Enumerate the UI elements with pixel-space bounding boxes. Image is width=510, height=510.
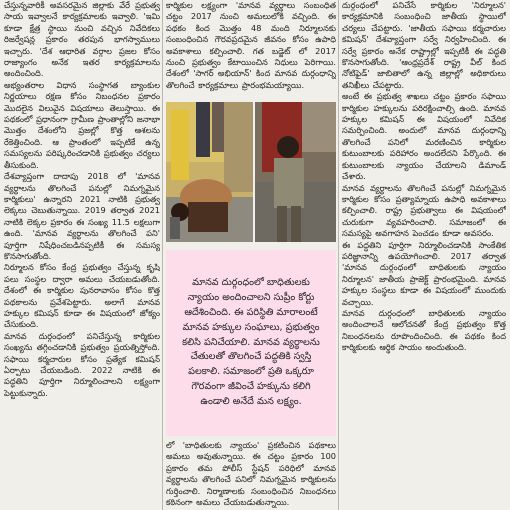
article-column-right <box>342 0 506 510</box>
article-column-left <box>4 0 160 510</box>
paragraph: లో 'బాధితులకు న్యాయం' ప్రకటించిన పథకాలు అమలు అవుతున్నాయి. ఈ చట్టం ప్రకారం 100 ప్రకారం తమ పోలీస్ స్టేషన్ పరిధిలో మానవ వ్యర్థాలను తొలగించే పనిలో నిమగ్నమైన కార్మికులను గుర్తించాలి. నిర్మాణాలకు సంబంధించిన నిబంధనలు కఠినంగా అమలు చేయబడుతున్నాయి. <box>166 440 336 508</box>
paragraph: మానవ దుర్గంధంలో బాధితులకు న్యాయం అందించాలనే ఆలోచనతో కేంద్ర ప్రభుత్వం కొత్త నిబంధనలను రూపొందించింది. ఈ పథకం కింద కార్మికులకు ఆర్థిక సాయం అందుతుంది. <box>342 307 506 353</box>
paragraph: అంటే ఈ ప్రభుత్వ శాఖలు చట్టం ప్రకారం సఫాయి కార్మికుల హక్కులను పరిరక్షించాల్సి ఉంది. మానవ హక్కుల కమిషన్ ఈ విషయంలో నివేదిక సమర్పించింది. అందులో మానవ దుర్గంధాన్ని తొలగించే పనిలో మరణించిన కార్మికుల కుటుంబాలకు పరిహారం అందలేదని పేర్కొంది. ఈ కుటుంబాలకు న్యాయం చేయాలని డిమాండ్ చేశారు. <box>342 91 506 182</box>
paragraph: దుర్గంధంలో పనిచేసే కార్మికుల 'నిర్మూలన' కార్యక్రమానికి సంబంధించి జాతీయ స్థాయిలో చర్యలు చేపట్టారు. 'జాతీయ సఫాయి కర్మచారుల కమిషన్' దేశవ్యాప్తంగా సర్వే నిర్వహించింది. ఈ సర్వే ప్రకారం అనేక రాష్ట్రాల్లో ఇప్పటికీ ఈ పద్ధతి కొనసాగుతోంది. 'ఆంధ్రప్రదేశ్ రాష్ట్ర వీల్ కింద నోటిఫైడ్' జాబితాలో ఉన్న జిల్లాల్లో అధికారులు తనిఖీలు చేపట్టారు. <box>342 0 506 90</box>
paragraph: మానవ దుర్గంధంలో పనిచేస్తున్న కార్మికుల సంఖ్యను తగ్గించడానికి ప్రభుత్వం ప్రయత్నిస్తోంది. సఫాయి కర్మచారుల కోసం ప్రత్యేక కమిషన్ ఏర్పాటు చేయబడింది. 2022 నాటికి ఈ పద్ధతిని పూర్తిగా నిర్మూలించాలని లక్ష్యంగా పెట్టుకున్నారు. <box>4 330 160 398</box>
column-divider <box>162 0 163 510</box>
paragraph: నిర్మూలన కోసం కేంద్ర ప్రభుత్వం చేస్తున్న కృషి పలు సంస్థల ద్వారా అమలు చేయబడుతోంది. దేశంలో ఈ కార్మికుల పునరావాసం కోసం కొత్త పథకాలను ప్రవేశపెట్టారు. అలాగే మానవ హక్కుల కమిషన్ కూడా ఈ విషయంలో జోక్యం చేసుకుంది. <box>4 262 160 330</box>
paragraph: మానవ వ్యర్థాలను తొలగించే పనుల్లో నిమగ్నమైన కార్మికుల కోసం ప్రత్యామ్నాయ ఉపాధి అవకాశాలు కల్పించాలి. రాష్ట్ర ప్రభుత్వాలు ఈ విషయంలో చురుకుగా వ్యవహరించాలి. సమాజంలో ఈ సమస్యపై అవగాహన పెంచడం కూడా అవసరం. <box>342 182 506 239</box>
pull-quote <box>166 250 336 436</box>
paragraph: ఈ పద్ధతిని పూర్తిగా నిర్మూలించడానికి సాంకేతిక పరిజ్ఞానాన్ని ఉపయోగించాలి. 2017 తర్వాత 'మానవ దుర్గంధంలో బాధితులకు న్యాయం నిర్మూలన' జాతీయ ప్రాజెక్ట్ ప్రారంభమైంది. మానవ హక్కుల సంస్థలు కూడా ఈ విషయంలో ముందుకు వచ్చాయి. <box>342 239 506 307</box>
article-photo <box>166 102 336 242</box>
paragraph: దేశవ్యాప్తంగా దాదాపు 2018 లో 'మానవ వ్యర్థాలను తొలగించే పనుల్లో నిమగ్నమైన కార్మికులు' ఉన్నారని 2021 నాటికి ప్రభుత్వ లెక్కలు చెబుతున్నాయి. 2019 తర్వాత 2021 నాటికి లెక్కల ప్రకారం ఈ సంఖ్య 11.5 లక్షలుగా ఉంది. 'మానవ వ్యర్థాలను తొలగించే పని' పూర్తిగా నిషేధించబడినప్పటికీ ఈ సమస్య కొనసాగుతోంది. <box>4 171 160 261</box>
paragraph: అభ్యంతరాల విధాన సంస్థాగత బ్యాంకుల నిర్ణయాలు రక్షణ కోసం నిబంధనల ప్రకారం మొదలైన విలువైన విషయాలు తెలుస్తాయి. ఈ పథకంలో ప్రధానంగా గ్రామీణ ప్రాంతాల్లోని జనాభా మొత్తం దేశంలోని ప్రజల్లో కొత్త ఆశలను రేకెత్తించింది. ఆ ప్రాంతంలో ఇప్పటికే ఉన్న సమస్యలను పరిష్కరించడానికి ప్రభుత్వం చర్యలు తీసుకుంది. <box>4 79 160 170</box>
paragraph: చేస్తున్నవారికీ అవసరమైన జిల్లాకు వేరే ప్రభుత్వ సాయ ఇవ్వాలనే కార్యక్రమాలకు ఇవ్వాలి. 'ఇమి కూడా క్షేత్ర స్థాయి నుంచి వచ్చిన నివేదికలు రిజర్వేషన్ల ప్రకారం తరపున భాగస్వాములు ఇచ్చారు. 'దేశ ఆధారిత వర్గాల ప్రజల కోసం రాజ్యాంగం అనేక ఇతర కార్యక్రమాలను అందించింది. <box>4 0 160 79</box>
paragraph: కార్మికుల లక్ష్యంగా 'మానవ వ్యర్థాలు సంబంధిత చట్టం 2017 నుంచి అమలులోకి వచ్చింది. ఈ పథకం కింద మొత్తం 48 మంది నిర్మూలనకు సంబంధించిన గౌరవప్రదమైన జీవనం కోసం ఉపాధి అవకాశాలు కల్పించాలి. గత బడ్జెట్ లో 2017 నుంచి ప్రభుత్వం కేటాయించిన నిధులు పెరిగాయి. దేశంలో 'సాగర్ అభియాన్' కింద మానవ దుర్గంధాన్ని తొలగించే కార్యక్రమాలు ప్రారంభమయ్యాయి. <box>166 0 336 90</box>
column-divider <box>338 0 339 510</box>
pull-quote-text: మానవ దుర్గంధంలో బాధితులకు న్యాయం అందించాలని సుప్రీం కోర్టు ఆదేశించింది. ఈ పరిస్థితి మారాలంటే మానవ హక్కుల సంఘాలు, ప్రభుత్వం కలిసి పనిచేయాలి. మానవ వ్యర్థాలను చేతులతో తొలగించే పద్ధతికి స్వస్తి పలకాలి. సమాజంలో ప్రతి ఒక్కరూ గౌరవంగా జీవించే హక్కును కలిగి ఉండాలి అనేదే మన లక్ష్యం. <box>182 277 320 407</box>
